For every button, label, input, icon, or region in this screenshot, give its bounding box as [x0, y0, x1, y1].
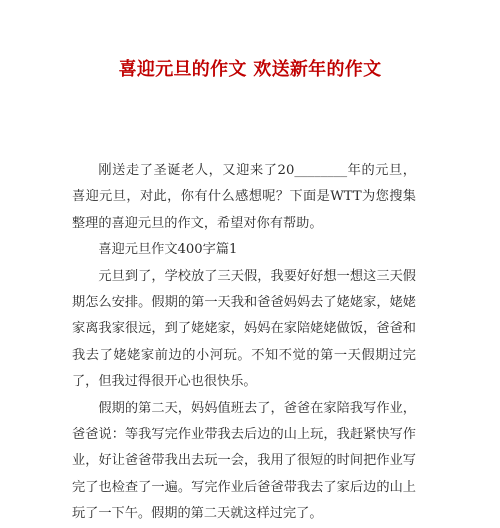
intro-paragraph: 刚送走了圣诞老人，又迎来了20________年的元旦，喜迎元旦，对此，你有什么感想呢？下面是WTT为您搜集整理的喜迎元旦的作文，希望对你有帮助。 [72, 163, 416, 231]
document-title: 喜迎元旦的作文 欢送新年的作文 [118, 59, 382, 80]
body-paragraph-1: 元旦到了，学校放了三天假，我要好好想一想这三天假期怎么安排。假期的第一天我和爸爸妈妈去了姥姥家，姥姥家离我家很远，到了姥姥家，妈妈在家陪姥姥做饭，爸爸和我去了姥姥家前边的小河玩。不知不觉的第一天假期过完了，但我过得很开心也很快乐。 [72, 268, 416, 390]
section-heading: 喜迎元旦作文400字篇1 [98, 242, 238, 258]
body-paragraph-2: 假期的第二天，妈妈值班去了，爸爸在家陪我写作业，爸爸说：等我写完作业带我去后边的山上玩，我赶紧快写作业，好让爸爸带我出去玩一会，我用了很短的时间把作业写完了也检查了一遍。写完作业后爸爸带我去了家后边的山上玩了一下午。假期的第二天就这样过完了。 [72, 400, 416, 522]
document-body [72, 158, 416, 528]
